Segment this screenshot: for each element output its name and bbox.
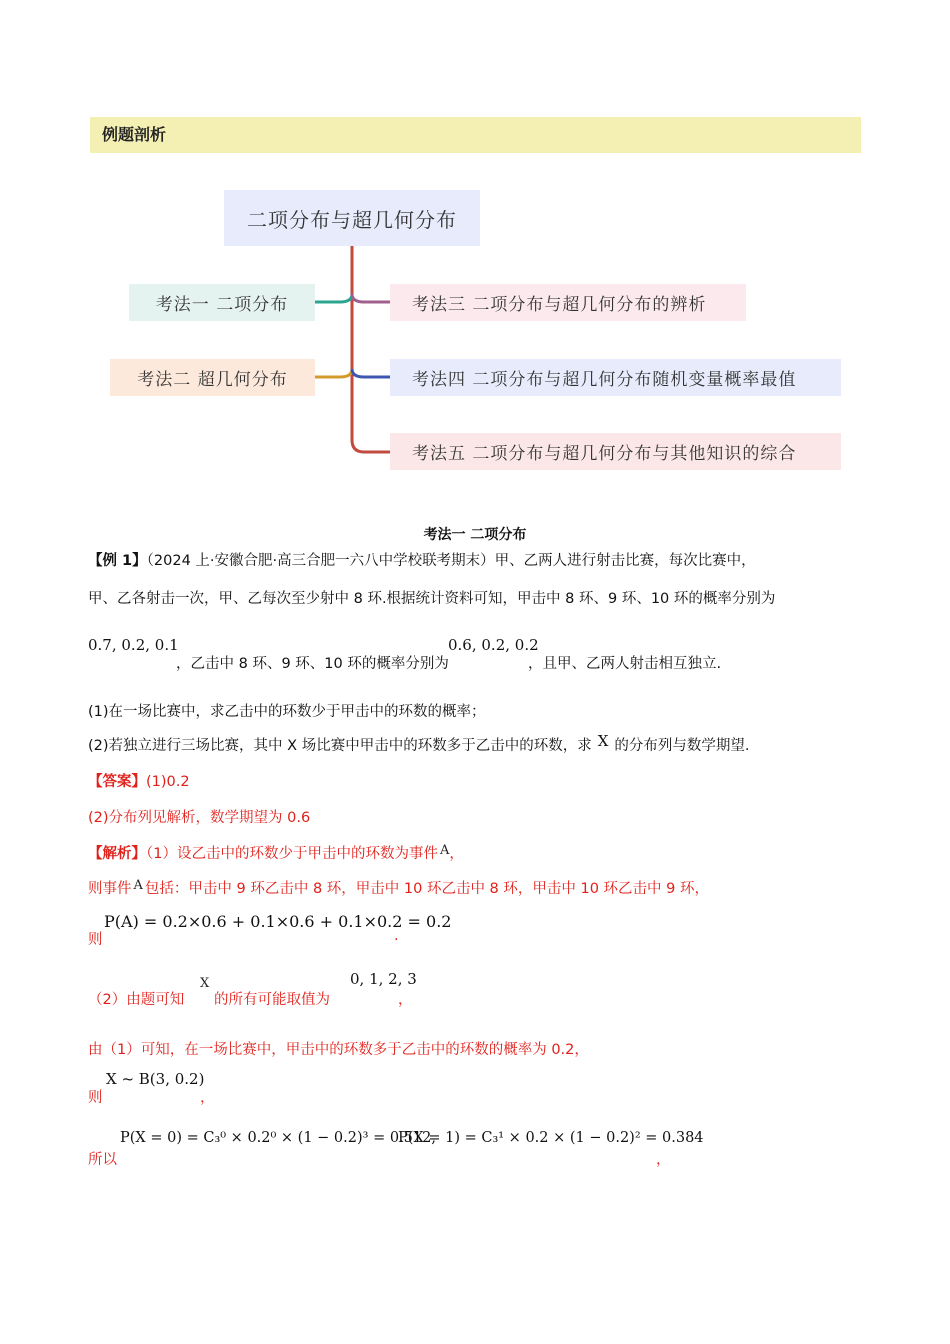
solution-7-label: 所以 [88, 1152, 117, 1168]
connector-left-2 [315, 369, 352, 377]
solution-line-6 [88, 1068, 588, 1104]
mindmap-method-1: 考法一 二项分布 [129, 284, 315, 321]
question-2 [88, 734, 750, 755]
solution-text-1: （1）设乙击中的环数少于甲击中的环数为事件 [146, 846, 438, 862]
answer-label: 【答案】 [88, 774, 146, 790]
connector-right-2 [352, 369, 390, 377]
mindmap-method-4: 考法四 二项分布与超几何分布随机变量概率最值 [390, 359, 841, 396]
solution-4-text-b: 的所有可能取值为 [214, 992, 330, 1008]
answer-line-1 [88, 770, 190, 791]
formula-binomial: X ~ B(3, 0.2) [106, 1070, 205, 1088]
solution-text-1-end: ， [449, 846, 464, 862]
example-label: 【例 1】 [88, 553, 147, 569]
solution-4-text: （2）由题可知 [88, 992, 185, 1008]
example-line-2: 甲、乙各射击一次，甲、乙每次至少射中 8 环.根据统计资料可知，甲击中 8 环、9 环、10 环的概率分别为 [88, 591, 776, 607]
solution-text-2b: 包括：甲击中 9 环乙击中 8 环，甲击中 10 环乙击中 8 环，甲击中 10 环乙击中 9 环， [144, 881, 710, 897]
section-header: 例题剖析 [90, 117, 861, 153]
formula-p-a: P(A) = 0.2×0.6 + 0.1×0.6 + 0.1×0.2 = 0.2 [104, 912, 452, 931]
probs-jia: 0.7, 0.2, 0.1 [88, 636, 179, 654]
example-source: （2024 上·安徽合肥·高三合肥一六八中学校联考期末） [146, 553, 495, 569]
question-2-var: X [597, 732, 609, 750]
example-line-1 [88, 549, 756, 570]
connector-trunk [352, 246, 390, 452]
solution-4-values: 0, 1, 2, 3 [350, 970, 417, 988]
formula-p-x0: P(X = 0) = C₃⁰ × 0.2⁰ × (1 − 0.2)³ = 0.512, [120, 1130, 436, 1146]
solution-7-end: ， [656, 1152, 671, 1168]
solution-6-end: ， [200, 1090, 215, 1106]
solution-label: 【解析】 [88, 846, 146, 862]
answer-1: (1)0.2 [146, 774, 190, 790]
mindmap-method-5: 考法五 二项分布与超几何分布与其他知识的综合 [390, 433, 841, 470]
solution-6-label: 则 [88, 1090, 103, 1106]
solution-text-2a: 则事件 [88, 881, 132, 897]
event-a-2: A [133, 878, 143, 893]
answer-2: (2)分布列见解析，数学期望为 0.6 [88, 810, 311, 826]
solution-4-end: ， [398, 992, 413, 1008]
probs-yi: 0.6, 0.2, 0.2 [448, 636, 539, 654]
solution-line-7 [88, 1128, 868, 1168]
method-title: 考法一 二项分布 [423, 527, 527, 543]
example-line-3-mid: ，乙击中 8 环、9 环、10 环的概率分别为 [176, 656, 449, 672]
mindmap-connectors [0, 0, 950, 500]
event-a: A [439, 843, 450, 858]
solution-line-3 [88, 910, 588, 946]
solution-line-2 [88, 877, 709, 898]
connector-left-1 [315, 294, 352, 302]
question-1: (1)在一场比赛中，求乙击中的环数少于甲击中的环数的概率； [88, 704, 486, 720]
solution-3-end: . [394, 928, 399, 944]
question-2-end: 的分布列与数学期望. [614, 738, 750, 754]
connector-right-1 [352, 294, 390, 302]
mindmap-method-2: 考法二 超几何分布 [110, 359, 315, 396]
example-line-3-end: ，且甲、乙两人射击相互独立. [528, 656, 722, 672]
solution-line-1 [88, 842, 464, 863]
question-2-text: (2)若独立进行三场比赛，其中 X 场比赛中甲击中的环数多于乙击中的环数，求 [88, 738, 592, 754]
solution-3-label: 则 [88, 932, 103, 948]
mindmap-method-3: 考法三 二项分布与超几何分布的辨析 [390, 284, 746, 321]
formula-p-x1: P(X = 1) = C₃¹ × 0.2 × (1 − 0.2)² = 0.384 [398, 1130, 704, 1146]
solution-4-var: X [200, 976, 210, 991]
example-text-1: 甲、乙两人进行射击比赛，每次比赛中， [494, 553, 756, 569]
solution-line-5: 由（1）可知，在一场比赛中，甲击中的环数多于乙击中的环数的概率为 0.2， [88, 1042, 589, 1058]
example-line-3 [88, 636, 868, 676]
mindmap-root: 二项分布与超几何分布 [224, 190, 480, 246]
solution-line-4 [88, 970, 588, 1010]
